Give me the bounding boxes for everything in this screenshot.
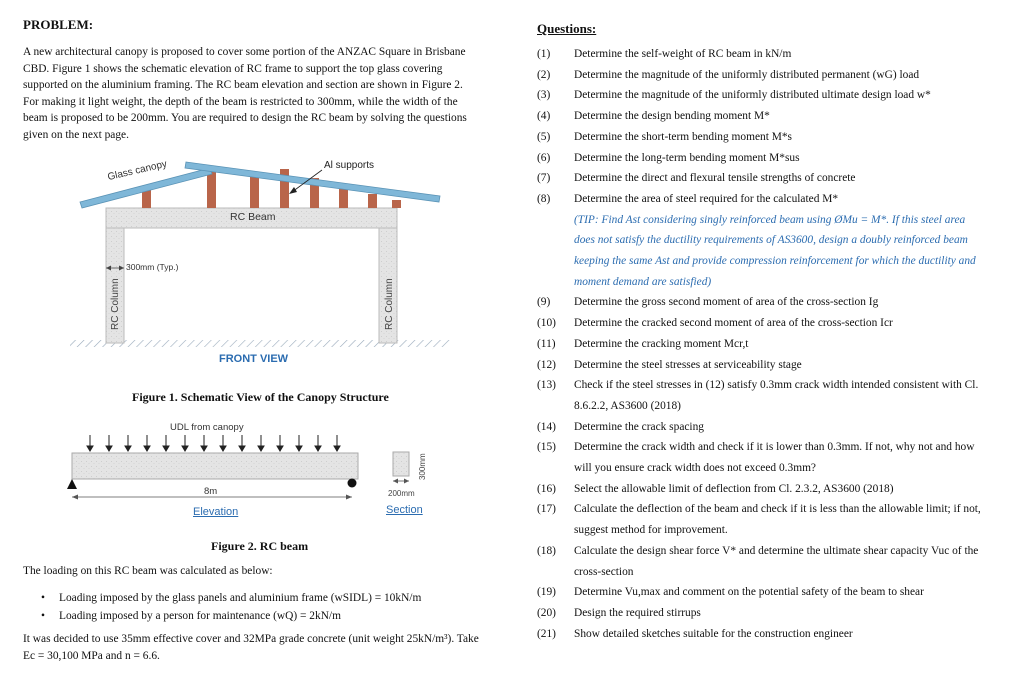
question-text: [574, 106, 1001, 127]
question-line: does not satisfy the ductility requirements of AS3600, design a doubly reinforced beam: [574, 234, 968, 247]
question-item: [537, 541, 1001, 582]
questions-heading: Questions:: [537, 21, 597, 36]
question-text: [574, 148, 1001, 169]
question-number: (18): [537, 544, 556, 557]
intro-line: A new architectural canopy is proposed to cover some portion of the ANZAC Square in Brisbane: [23, 46, 466, 58]
question-line: Determine the crack width and check if it is lower than 0.3mm. If not, why not and how: [574, 441, 975, 454]
question-number: (5): [537, 130, 551, 143]
figure2-beam-diagram: [60, 430, 440, 510]
figure1-canopy-diagram: [70, 150, 470, 372]
question-number: (3): [537, 89, 551, 102]
question-number: (21): [537, 627, 556, 640]
front-view-label: FRONT VIEW: [219, 353, 289, 365]
question-text: [574, 375, 1001, 416]
al-support: [142, 190, 151, 208]
question-item: [537, 603, 1001, 624]
rc-beam-label: RC Beam: [230, 211, 276, 223]
question-number: (14): [537, 420, 556, 433]
question-number: (16): [537, 482, 556, 495]
question-line: Determine the cracking moment Mcr,t: [574, 337, 749, 350]
question-line: Determine the magnitude of the uniformly distributed ultimate design load w*: [574, 89, 931, 102]
question-text: [574, 355, 1001, 376]
question-number: (15): [537, 441, 556, 454]
question-line: keeping the same Ast and provide compression reinforcement for which the ductility and: [574, 255, 976, 267]
question-item: [537, 127, 1001, 148]
closing-line: Ec = 30,100 MPa and n = 6.6.: [23, 649, 160, 662]
question-item: [537, 189, 1001, 210]
question-item: [537, 148, 1001, 169]
loading-intro: The loading on this RC beam was calculated as below:: [23, 565, 273, 577]
question-number: (8): [537, 192, 551, 205]
question-line: Determine the gross second moment of area of the cross-section Ig: [574, 296, 879, 309]
question-text: [574, 479, 1001, 500]
question-item: [537, 417, 1001, 438]
question-text: [574, 334, 1001, 355]
question-text: [574, 292, 1001, 313]
question-line: Calculate the design shear force V* and determine the ultimate shear capacity Vuc of the: [574, 544, 979, 557]
intro-line: supported on the aluminium framing. The RC beam elevation and section are shown in Figure 2.: [23, 79, 463, 91]
question-number: (11): [537, 337, 556, 350]
loads-list: [23, 589, 493, 625]
beam-section: [393, 452, 409, 476]
question-item: [537, 65, 1001, 86]
right-column-label: RC Column: [384, 278, 395, 330]
udl-arrows: [87, 435, 340, 451]
question-line: Design the required stirrups: [574, 606, 701, 619]
question-line: 8.6.2.2, AS3600 (2018): [574, 399, 681, 412]
question-number: (10): [537, 317, 556, 330]
question-text: [574, 210, 1001, 293]
depth-label: 300mm: [418, 453, 427, 480]
al-supports-label: Al supports: [324, 160, 375, 171]
question-line: will you ensure crack width does not exceed 0.3mm?: [574, 462, 816, 474]
question-number: (19): [537, 586, 556, 599]
question-text: [574, 65, 1001, 86]
question-text: [574, 582, 1001, 603]
question-line: Determine the magnitude of the uniformly distributed permanent (wG) load: [574, 68, 920, 81]
roller-support: [348, 479, 357, 488]
left-column-label: RC Column: [110, 278, 121, 330]
intro-line: For making it light weight, the depth of the beam is restricted to 300mm, while the width of the: [23, 95, 458, 108]
closing-line: It was decided to use 35mm effective cover and 32MPa grade concrete (unit weight 25kN/m³). Take: [23, 633, 479, 645]
question-text: [574, 541, 1001, 582]
question-text: [574, 313, 1001, 334]
question-number: (12): [537, 358, 556, 371]
al-support: [392, 200, 401, 208]
intro-paragraph: [23, 44, 498, 143]
question-line: Select the allowable limit of deflection from Cl. 2.3.2, AS3600 (2018): [574, 482, 894, 495]
question-text: [574, 168, 1001, 189]
question-line: Determine the long-term bending moment M*sus: [574, 151, 800, 164]
al-support: [207, 172, 216, 208]
question-line: Show detailed sketches suitable for the construction engineer: [574, 627, 853, 640]
question-line: Calculate the deflection of the beam and check if it is less than the allowable limit; if not,: [574, 503, 981, 516]
question-item: [537, 334, 1001, 355]
width-label: 200mm: [388, 489, 415, 498]
question-line: Determine the area of steel required for the calculated M*: [574, 192, 839, 205]
question-item: [537, 106, 1001, 127]
question-text: [574, 624, 1001, 645]
question-text: [574, 437, 1001, 478]
question-item: [537, 44, 1001, 65]
al-support: [368, 194, 377, 208]
question-line: (TIP: Find Ast considering singly reinforced beam using ØMu = M*. If this steel area: [574, 213, 966, 226]
question-number: (17): [537, 503, 556, 516]
pin-support: [67, 479, 77, 489]
question-item: [537, 479, 1001, 500]
dimension-label: 300mm (Typ.): [126, 262, 179, 272]
figure2-caption: Figure 2. RC beam: [211, 539, 309, 553]
question-item: [537, 168, 1001, 189]
question-item: [537, 624, 1001, 645]
intro-line: beam is proposed to be 200mm. You are required to design the RC beam by solving the questions: [23, 112, 467, 124]
question-line: cross-section: [574, 565, 634, 578]
question-number: (20): [537, 606, 556, 619]
question-text: [574, 417, 1001, 438]
question-tip: [537, 210, 1001, 293]
question-item: [537, 499, 1001, 540]
question-line: moment demand are satisfied): [574, 275, 712, 288]
al-support: [250, 176, 259, 208]
load-item: • Loading imposed by the glass panels and aluminium frame (wSIDL) = 10kN/m: [23, 589, 493, 607]
elevation-label: Elevation: [193, 506, 239, 518]
question-number: (9): [537, 296, 551, 309]
question-number: (4): [537, 110, 551, 123]
problem-heading: PROBLEM:: [23, 17, 94, 32]
section-label: Section: [386, 504, 423, 516]
question-text: [574, 603, 1001, 624]
question-line: Determine the design bending moment M*: [574, 110, 770, 123]
question-number: (13): [537, 379, 556, 392]
figure1-caption: Figure 1. Schematic View of the Canopy Structure: [132, 390, 389, 404]
beam-elevation: [72, 453, 358, 479]
question-item: [537, 437, 1001, 478]
question-line: suggest method for improvement.: [574, 524, 728, 537]
question-text: [574, 499, 1001, 540]
question-number: (7): [537, 172, 551, 185]
question-item: [537, 313, 1001, 334]
question-line: Determine the short-term bending moment M*s: [574, 130, 792, 143]
question-line: Determine the cracked second moment of area of the cross-section Icr: [574, 317, 893, 330]
question-number: (6): [537, 151, 551, 164]
question-text: [574, 85, 1001, 106]
intro-line: CBD. Figure 1 shows the schematic elevation of RC frame to support the top glass covering: [23, 62, 443, 75]
question-text: [574, 189, 1001, 210]
question-line: Determine the crack spacing: [574, 420, 704, 433]
closing-paragraph: [23, 631, 503, 664]
intro-line: given on the next page.: [23, 128, 129, 141]
question-line: Determine Vu,max and comment on the potential safety of the beam to shear: [574, 586, 924, 599]
question-line: Determine the steel stresses at serviceability stage: [574, 358, 802, 371]
question-line: Check if the steel stresses in (12) satisfy 0.3mm crack width intended consistent with Cl.: [574, 379, 979, 392]
question-item: [537, 85, 1001, 106]
question-text: [574, 127, 1001, 148]
question-item: [537, 292, 1001, 313]
question-number: (2): [537, 68, 551, 81]
glass-canopy-label: Glass canopy: [106, 158, 169, 183]
load-item: • Loading imposed by a person for maintenance (wQ) = 2kN/m: [23, 607, 493, 625]
question-item: [537, 375, 1001, 416]
question-line: Determine the self-weight of RC beam in kN/m: [574, 48, 792, 60]
span-label: 8m: [204, 486, 218, 497]
question-item: [537, 355, 1001, 376]
question-line: Determine the direct and flexural tensile strengths of concrete: [574, 172, 856, 185]
question-text: [574, 44, 1001, 65]
question-number: (1): [537, 48, 551, 60]
question-item: [537, 582, 1001, 603]
udl-label: UDL from canopy: [170, 422, 244, 433]
